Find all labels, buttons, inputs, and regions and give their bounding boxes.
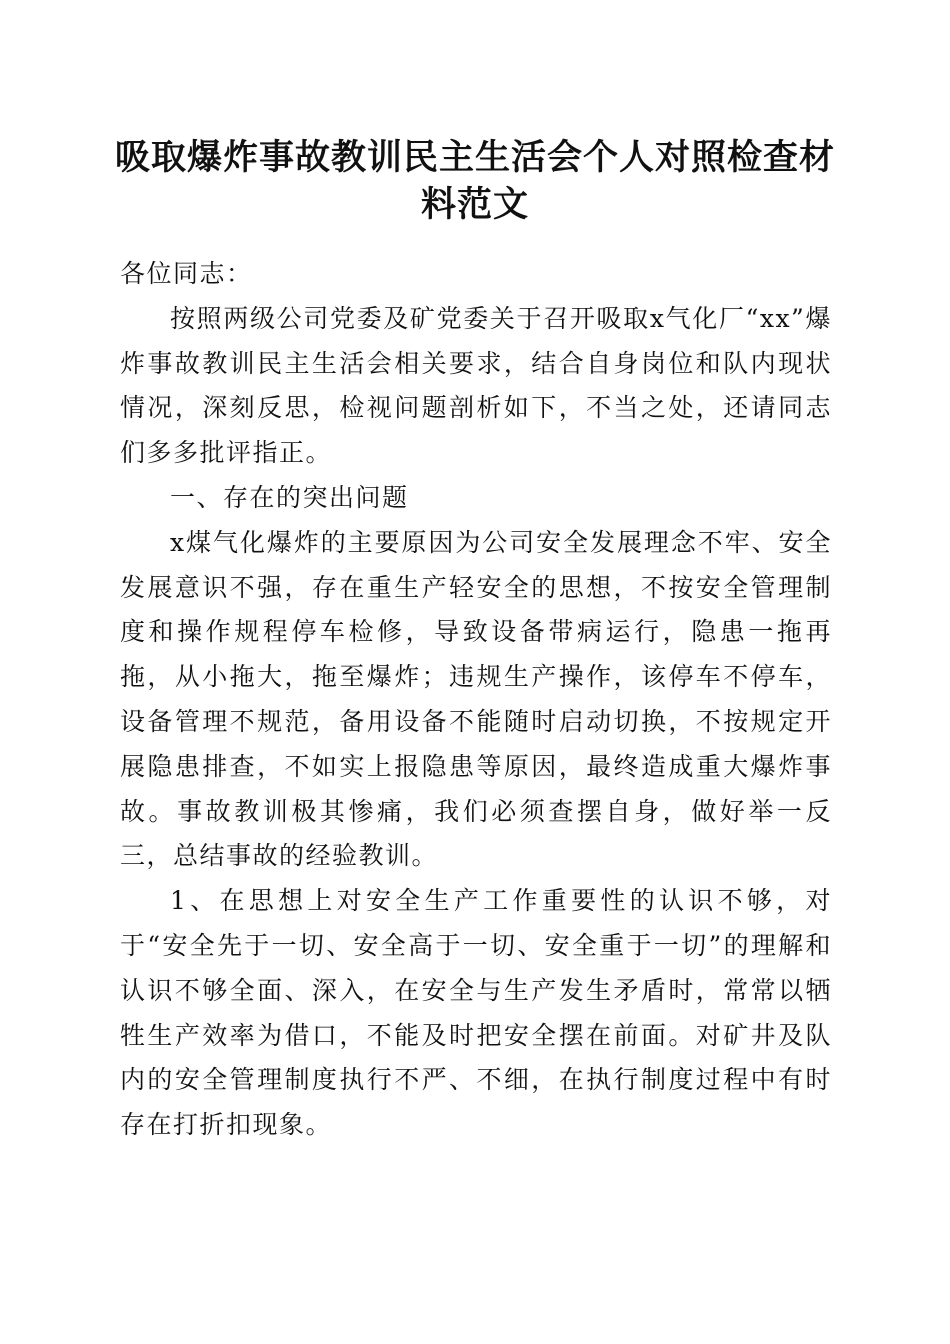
section-heading: 一、存在的突出问题 bbox=[170, 482, 409, 512]
document-title: 吸取爆炸事故教训民主生活会个人对照检查材料范文 bbox=[114, 137, 835, 225]
body-paragraph-1: x煤气化爆炸的主要原因为公司安全发展理念不牢、安全发展意识不强，存在重生产轻安全的思想，不按安全管理制度和操作规程停车检修，导致设备带病运行，隐患一拖再拖，从小拖大，拖至爆炸；违规生产操作，该停车不停车，设备管理不规范，备用设备不能随时启动切换，不按规定开展隐患排查，不如实上报隐患等原因，最终造成重大爆炸事故。事故教训极其惨痛，我们必须查摆自身，做好举一反三，总结事故的经验教训。 bbox=[120, 527, 832, 871]
body-paragraph-2: 1、在思想上对安全生产工作重要性的认识不够，对于“安全先于一切、安全高于一切、安全重于一切”的理解和认识不够全面、深入，在安全与生产发生矛盾时，常常以牺牲生产效率为借口，不能及时把安全摆在前面。对矿井及队内的安全管理制度执行不严、不细，在执行制度过程中有时存在打折扣现象。 bbox=[120, 886, 832, 1140]
salutation: 各位同志： bbox=[120, 259, 253, 288]
intro-paragraph: 按照两级公司党委及矿党委关于召开吸取x气化厂“xx”爆炸事故教训民主生活会相关要求，结合自身岗位和队内现状情况，深刻反思，检视问题剖析如下，不当之处，还请同志们多多批评指正。 bbox=[120, 303, 832, 468]
document-body bbox=[120, 252, 832, 1148]
